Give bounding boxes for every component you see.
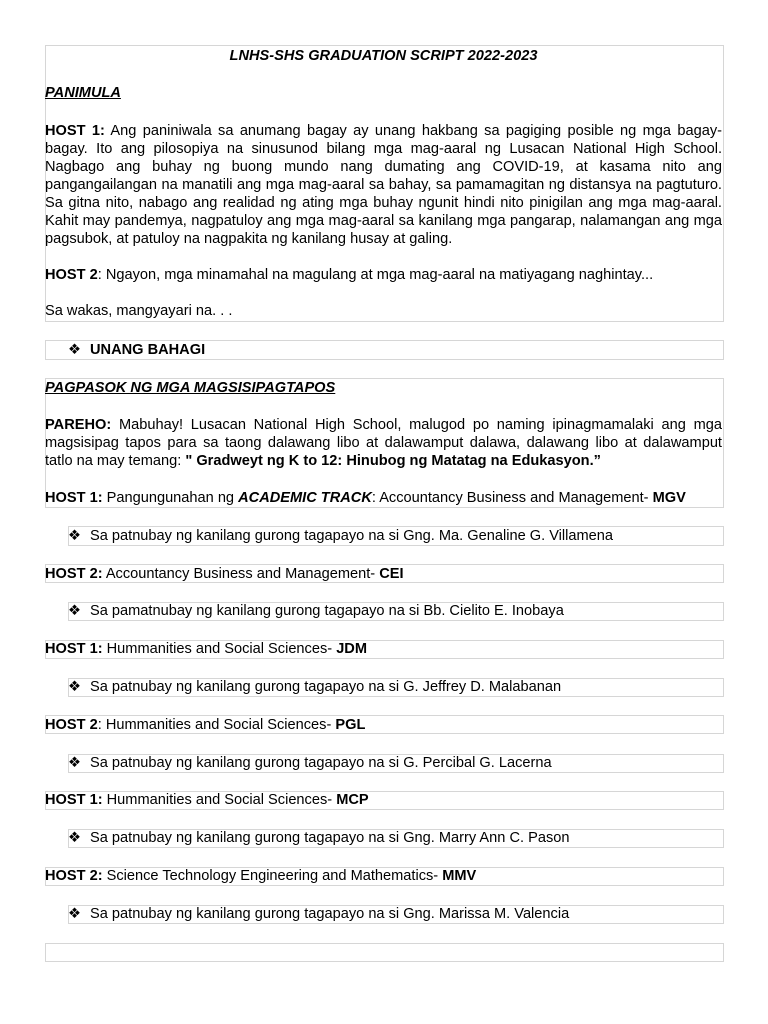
host-line: HOST 2: Science Technology Engineering and Mathematics- MMV bbox=[45, 868, 477, 884]
pagpasok-host1-line: HOST 1: Pangungunahan ng ACADEMIC TRACK: Accountancy Business and Management- MGV bbox=[45, 490, 686, 506]
section-code: CEI bbox=[379, 566, 404, 582]
diamond-bullet-icon: ❖ bbox=[68, 679, 82, 695]
document-title: LNHS-SHS GRADUATION SCRIPT 2022-2023 bbox=[229, 48, 538, 64]
host-label: HOST 2: bbox=[45, 868, 103, 884]
panimula-host2-paragraph bbox=[45, 266, 722, 284]
host-line: HOST 1: Hummanities and Social Sciences- MCP bbox=[45, 792, 369, 808]
diamond-bullet-icon: ❖ bbox=[68, 830, 82, 846]
host-line: HOST 2: Accountancy Business and Management- CEI bbox=[45, 566, 404, 582]
host-label: HOST 1: bbox=[45, 123, 105, 139]
diamond-bullet-icon: ❖ bbox=[68, 603, 82, 619]
section-code: MGV bbox=[652, 490, 686, 506]
pagpasok-heading: PAGPASOK NG MGA MAGSISIPAGTAPOS bbox=[45, 380, 336, 396]
adviser-line: ❖ Sa patnubay ng kanilang gurong tagapayo na si Gng. Marry Ann C. Pason bbox=[68, 830, 570, 846]
diamond-bullet-icon: ❖ bbox=[68, 755, 82, 771]
empty-frame bbox=[45, 943, 724, 962]
paragraph-text: Mabuhay! Lusacan National High School, malugod po naming ipinagmamalaki ang mga magsisipag tapos para sa taong dalawang libo at dalawamput dalawa, dalawang libo at dalawamput tatlo na may temang: bbox=[45, 417, 722, 469]
section-code: JDM bbox=[336, 641, 367, 657]
section-label: UNANG BAHAGI bbox=[90, 342, 206, 358]
section-code: PGL bbox=[335, 717, 366, 733]
panimula-closing: Sa wakas, mangyayari na. . . bbox=[45, 303, 233, 319]
adviser-line: ❖ Sa patnubay ng kanilang gurong tagapayo na si G. Percibal G. Lacerna bbox=[68, 755, 552, 771]
diamond-bullet-icon: ❖ bbox=[68, 906, 82, 922]
paragraph-text: Ang paniniwala sa anumang bagay ay unang hakbang sa pagiging posible ng mga bagay-bagay. Ito ang pilosopiya na sinusunod bilang mga mag-aaral ng Lusacan National High School. Nagbago ang buhay ng buong mundo nang dumating ang COVID-19, at kasama nito ang pangangailangan na manatili ang mga mag-aaral sa bahay, sa pamamagitan ng distansya na pagtuturo. Sa gitna nito, nabago ang realidad ng ating mga buhay ngunit hindi nito pinigilan ang mga mag-aaral. Kahit may pandemya, nagpatuloy ang mga mag-aaral sa kanilang mga pangarap, nalamangan ang mga pagsubok, at patuloy na nagpakita ng kanilang husay at galing. bbox=[45, 123, 723, 247]
host-label: HOST 2: bbox=[45, 566, 103, 582]
host-label: HOST 2 bbox=[45, 717, 98, 733]
section-unang-bahagi bbox=[68, 341, 205, 359]
academic-track: ACADEMIC TRACK bbox=[238, 490, 372, 506]
paragraph-text: : Ngayon, mga minamahal na magulang at mga mag-aaral na matiyagang naghintay... bbox=[97, 267, 654, 283]
adviser-line: ❖ Sa patnubay ng kanilang gurong tagapayo na si Gng. Ma. Genaline G. Villamena bbox=[68, 528, 614, 544]
host-line: HOST 2: Hummanities and Social Sciences- PGL bbox=[45, 717, 366, 733]
pareho-paragraph bbox=[45, 416, 722, 470]
adviser-line: ❖ Sa patnubay ng kanilang gurong tagapayo na si Gng. Marissa M. Valencia bbox=[68, 906, 570, 922]
host-line: HOST 1: Hummanities and Social Sciences- JDM bbox=[45, 641, 367, 657]
adviser-line: ❖ Sa patnubay ng kanilang gurong tagapayo na si G. Jeffrey D. Malabanan bbox=[68, 679, 562, 695]
host-label: HOST 1: bbox=[45, 641, 103, 657]
panimula-host1-paragraph bbox=[45, 122, 722, 248]
host-label: HOST 1: bbox=[45, 490, 103, 506]
host-label: HOST 1: bbox=[45, 792, 103, 808]
graduation-theme: " Gradweyt ng K to 12: Hinubog ng Matatag na Edukasyon.” bbox=[185, 453, 601, 469]
panimula-heading: PANIMULA bbox=[45, 85, 121, 101]
diamond-bullet-icon: ❖ bbox=[68, 528, 82, 544]
host-label: HOST 2 bbox=[45, 267, 98, 283]
section-code: MMV bbox=[442, 868, 477, 884]
adviser-line: ❖ Sa pamatnubay ng kanilang gurong tagapayo na si Bb. Cielito E. Inobaya bbox=[68, 603, 564, 619]
host-label: PAREHO: bbox=[45, 417, 112, 433]
diamond-bullet-icon: ❖ bbox=[68, 342, 82, 358]
section-code: MCP bbox=[336, 792, 369, 808]
